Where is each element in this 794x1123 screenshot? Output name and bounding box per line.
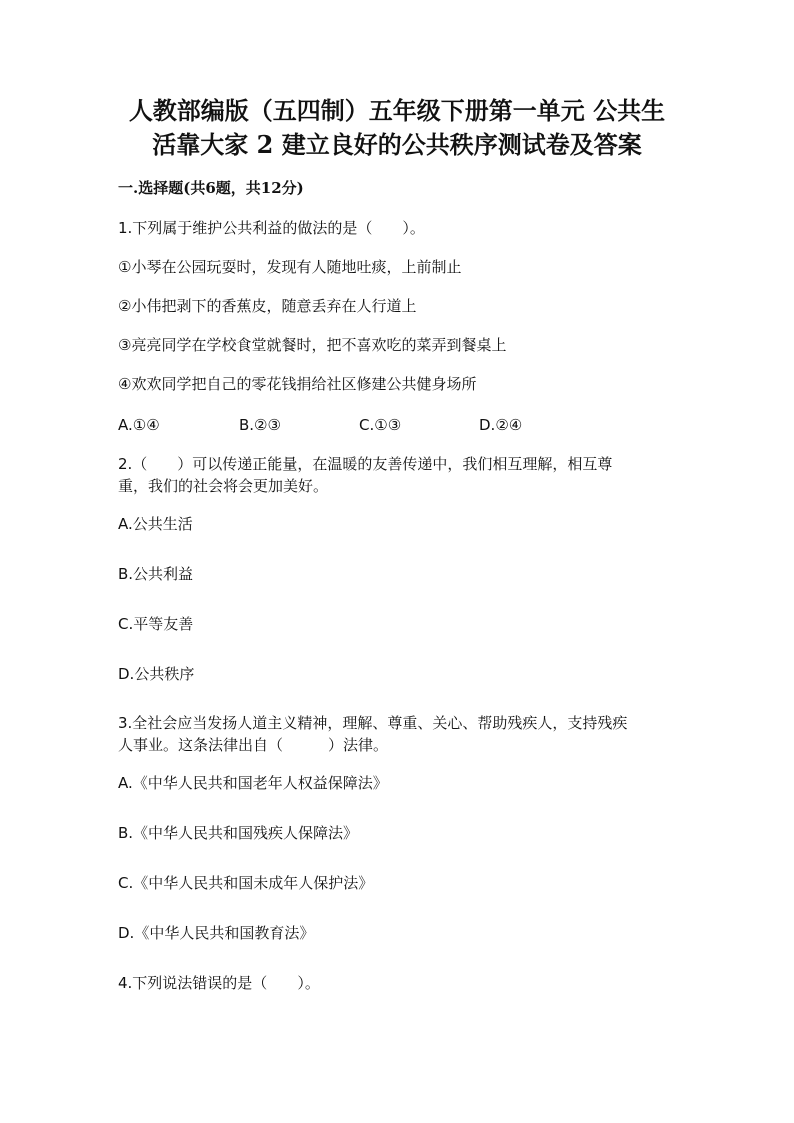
question-3-option-c: C.《中华人民共和国未成年人保护法》	[118, 874, 374, 892]
question-2-option-a: A.公共生活	[118, 515, 193, 533]
question-3-stem-line-1: 3.全社会应当发扬人道主义精神，理解、尊重、关心、帮助残疾人，支持残疾	[118, 714, 628, 732]
question-1-option-d: D.②④	[479, 416, 523, 434]
question-1-item-1: ①小琴在公园玩耍时，发现有人随地吐痰，上前制止	[118, 258, 462, 276]
question-1-option-a: A.①④	[118, 416, 160, 434]
question-2-stem-line-1: 2.（ ）可以传递正能量，在温暖的友善传递中，我们相互理解，相互尊	[118, 455, 613, 473]
question-1-item-3: ③亮亮同学在学校食堂就餐时，把不喜欢吃的菜弄到餐桌上	[118, 336, 507, 354]
document-title-line-2: 活靠大家 2 建立良好的公共秩序测试卷及答案	[152, 130, 642, 159]
question-1-option-c: C.①③	[359, 416, 402, 434]
section-heading: 一.选择题(共6题，共12分)	[118, 179, 304, 197]
question-4-stem: 4.下列说法错误的是（ ）。	[118, 974, 320, 992]
question-1-item-2: ②小伟把剥下的香蕉皮，随意丢弃在人行道上	[118, 297, 417, 315]
question-3-option-b: B.《中华人民共和国残疾人保障法》	[118, 824, 359, 842]
question-2-option-d: D.公共秩序	[118, 665, 195, 683]
question-3-option-d: D.《中华人民共和国教育法》	[118, 924, 315, 942]
question-3-option-a: A.《中华人民共和国老年人权益保障法》	[118, 774, 388, 792]
question-1-option-b: B.②③	[239, 416, 281, 434]
question-2-stem-line-2: 重，我们的社会将会更加美好。	[118, 477, 329, 495]
question-2-option-c: C.平等友善	[118, 615, 194, 633]
question-3-stem-line-2: 人事业。这条法律出自（ ）法律。	[118, 736, 389, 754]
question-1-stem: 1.下列属于维护公共利益的做法的是（ ）。	[118, 219, 425, 237]
question-2-option-b: B.公共利益	[118, 565, 194, 583]
question-1-item-4: ④欢欢同学把自己的零花钱捐给社区修建公共健身场所	[118, 375, 477, 393]
document-title-line-1: 人教部编版（五四制）五年级下册第一单元 公共生	[128, 96, 666, 125]
